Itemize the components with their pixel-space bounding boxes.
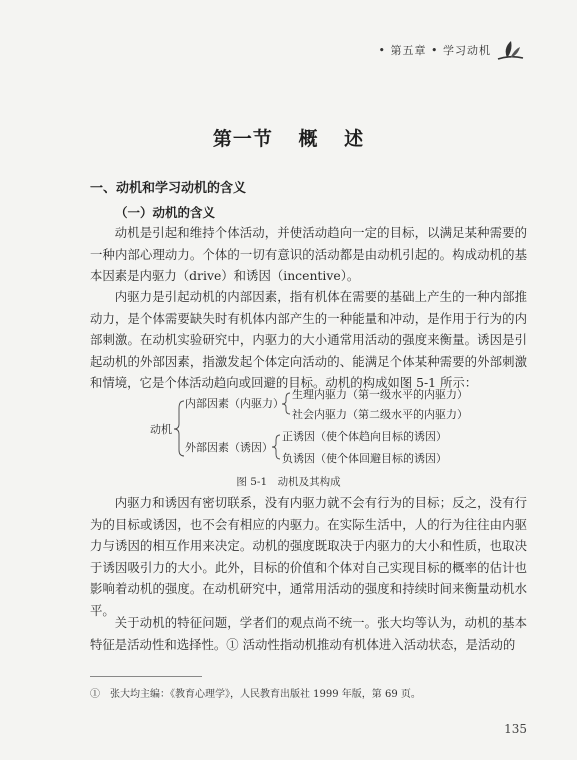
title-part3: 述	[344, 128, 365, 150]
diagram-leaf-physiological: 生理内驱力（第一级水平的内驱力）	[292, 388, 468, 401]
footnote: ① 张大均主编：《教育心理学》，人民教育出版社 1999 年版，第 69 页。	[90, 689, 421, 700]
diagram-branch-internal: 内部因素（内驱力）	[185, 397, 284, 410]
diagram-root: 动机	[150, 423, 172, 436]
paragraph-4: 关于动机的特征问题，学者们的观点尚不统一。张大均等认为，动机的基本特征是活动性和选择性。① 活动性指动机推动有机体进入活动状态，是活动的	[90, 615, 527, 652]
diagram-leaf-negative: 负诱因（使个体回避目标的诱因）	[282, 452, 447, 465]
paragraph-1: 动机是引起和维持个体活动，并使活动趋向一定的目标，以满足某种需要的一种内部心理动力。个体的一切有意识的活动都是由动机引起的。构成动机的基本因素是内驱力（drive）和诱因（incentive）。	[90, 225, 527, 284]
diagram-leaf-social: 社会内驱力（第二级水平的内驱力）	[292, 408, 468, 421]
diagram-leaf-positive: 正诱因（使个体趋向目标的诱因）	[282, 430, 447, 443]
chapter-label: • 第五章 • 学习动机	[378, 44, 491, 57]
title-part2: 概	[298, 128, 319, 150]
heading-level1: 一、动机和学习动机的含义	[90, 181, 247, 196]
title-part1: 第一节	[212, 128, 273, 150]
plant-icon	[495, 38, 525, 62]
motivation-diagram	[150, 388, 470, 468]
paragraph-2: 内驱力是引起动机的内部因素，指有机体在需要的基础上产生的一种内部推动力，是个体需要缺失时有机体内部产生的一种能量和冲动，是作用于行为的内部刺激。在动机实验研究中，内驱力的大小通常用活动的强度来衡量。诱因是引起动机的外部因素，指激发起个体定向活动的、能满足个体某种需要的外部刺激和情境，它是个体活动趋向或回避的目标。动机的构成如图 5-1 所示：	[90, 289, 527, 391]
figure-caption: 图 5-1 动机及其构成	[236, 476, 341, 488]
paragraph-3: 内驱力和诱因有密切联系，没有内驱力就不会有行为的目标；反之，没有行为的目标或诱因，也不会有相应的内驱力。在实际生活中，人的行为往往由内驱力与诱因的相互作用来决定。动机的强度既取决于内驱力的大小和性质，也取决于诱因吸引力的大小。此外，目标的价值和个体对自己实现目标的概率的估计也影响着动机的强度。在动机研究中，通常用活动的强度和持续时间来衡量动机水平。	[90, 495, 527, 618]
diagram-branch-external: 外部因素（诱因）	[185, 441, 273, 454]
section-title	[0, 124, 577, 151]
page-number: 135	[504, 722, 527, 736]
footnote-divider	[90, 676, 202, 677]
running-header	[379, 38, 525, 62]
heading-level2: （一）动机的含义	[115, 205, 216, 220]
